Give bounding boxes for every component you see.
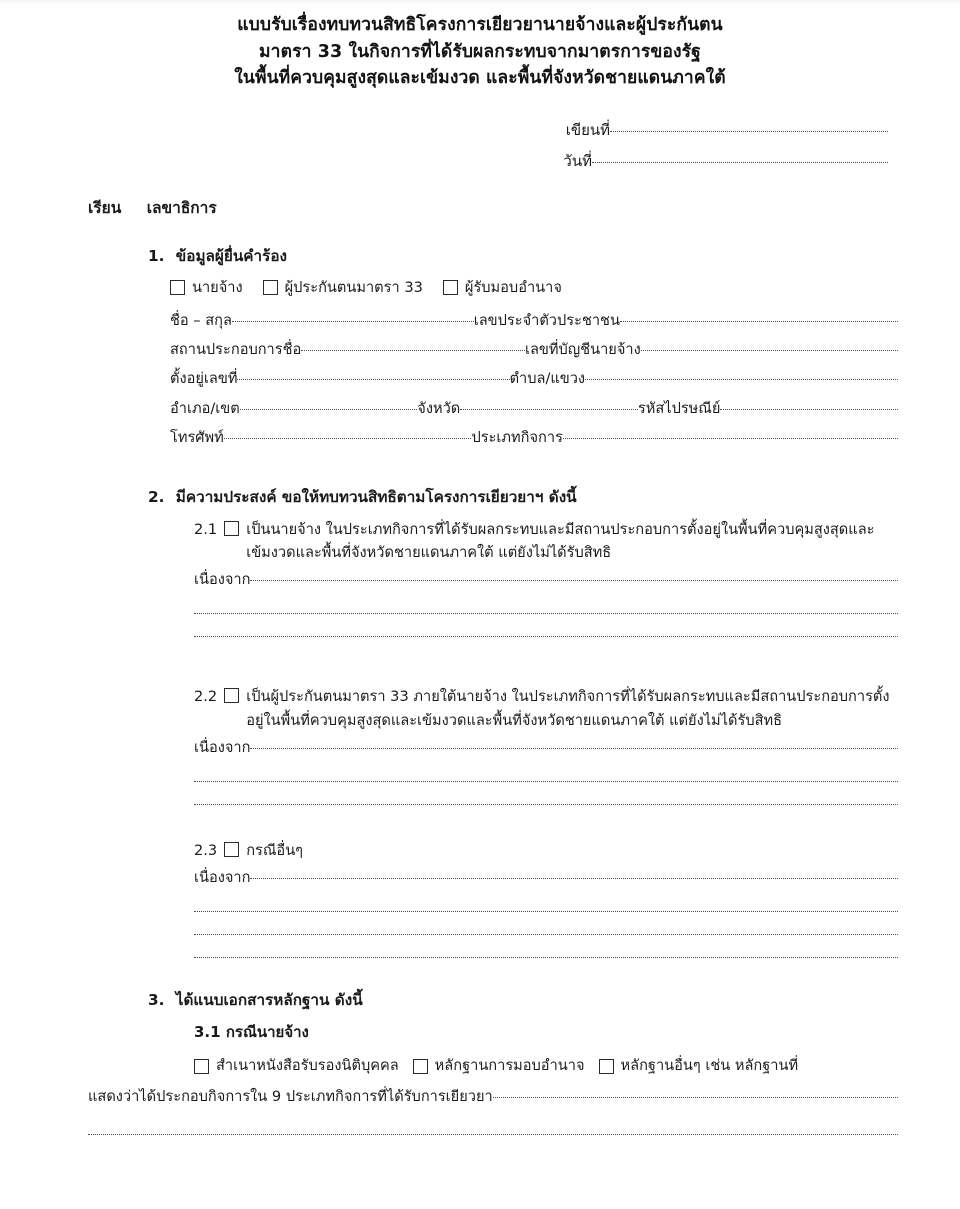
clause-2-1-reason-row — [194, 568, 898, 591]
written-at-row — [0, 118, 888, 142]
written-at-input[interactable] — [610, 131, 888, 132]
title-line-3: ในพื้นที่ควบคุมสูงสุดและเข้มงวด และพื้นที่จังหวัดชายแดนภาคใต้ — [234, 68, 726, 89]
checkbox-item-power-of-attorney[interactable] — [413, 1054, 585, 1077]
checkbox-label: หลักฐานการมอบอำนาจ — [434, 1057, 585, 1075]
reason-blank-line[interactable] — [194, 613, 898, 614]
reason-blank-line[interactable] — [194, 781, 898, 782]
clause-text: กรณีอื่นๆ — [246, 842, 304, 860]
field-input-province[interactable] — [460, 409, 638, 410]
field-label-district: อำเภอ/เขต — [170, 399, 240, 417]
section2-title: มีความประสงค์ ขอให้ทบทวนสิทธิตามโครงการเยียวยาฯ ดังนี้ — [175, 488, 577, 507]
checkbox-item-juristic-certificate-copy[interactable] — [194, 1054, 399, 1077]
section3-checkbox-row — [194, 1054, 898, 1077]
written-at-label: เขียนที่ — [565, 120, 610, 139]
section3-tail — [88, 1085, 898, 1135]
field-input-district[interactable] — [240, 409, 418, 410]
field-input-national-id[interactable] — [620, 321, 898, 322]
reason-blank-line[interactable] — [194, 934, 898, 935]
clause-2-1 — [194, 518, 898, 638]
clause-2-2 — [194, 685, 898, 805]
checkbox-icon[interactable] — [443, 280, 458, 295]
checkbox-label: ผู้รับมอบอำนาจ — [464, 279, 562, 297]
field-input-fullname[interactable] — [232, 321, 474, 322]
spacer — [148, 455, 898, 485]
scan-edge — [0, 0, 960, 5]
checkbox-item-other-evidence[interactable] — [599, 1054, 799, 1077]
document-body — [148, 244, 898, 1078]
field-row-district — [170, 397, 898, 420]
field-label-national-id: เลขประจำตัวประชาชน — [473, 311, 620, 329]
field-label-subdistrict: ตำบล/แขวง — [509, 370, 586, 388]
section3-title: ได้แนบเอกสารหลักฐาน ดังนี้ — [175, 991, 363, 1010]
section1-fields — [170, 309, 898, 450]
checkbox-icon[interactable] — [263, 280, 278, 295]
field-input-postal-code[interactable] — [720, 409, 898, 410]
spacer — [148, 958, 898, 988]
section1-heading — [148, 244, 898, 268]
field-input-phone[interactable] — [224, 438, 472, 439]
reason-label: เนื่องจาก — [194, 738, 251, 756]
checkbox-icon[interactable] — [599, 1059, 614, 1074]
field-label-postal-code: รหัสไปรษณีย์ — [637, 399, 721, 417]
field-row-name — [170, 309, 898, 332]
section3-tail-blank-line[interactable] — [88, 1134, 898, 1135]
field-label-fullname: ชื่อ – สกุล — [170, 311, 232, 329]
clause-number: 2.2 — [194, 688, 218, 706]
field-label-establishment-name: สถานประกอบการชื่อ — [170, 340, 302, 358]
salutation — [88, 195, 960, 220]
reason-input[interactable] — [250, 878, 898, 879]
checkbox-label: นายจ้าง — [192, 279, 243, 297]
reason-label: เนื่องจาก — [194, 571, 251, 589]
section3-tail-input[interactable] — [493, 1097, 898, 1098]
field-row-establishment — [170, 338, 898, 361]
clause-number: 2.3 — [194, 842, 218, 860]
meta-block — [0, 118, 960, 173]
salutation-to-label: เรียน — [88, 198, 122, 217]
checkbox-label: สำเนาหนังสือรับรองนิติบุคคล — [216, 1057, 399, 1075]
section2-heading — [148, 485, 898, 509]
document-title — [0, 12, 960, 92]
spacer — [148, 637, 898, 681]
section3-sub-title: กรณีนายจ้าง — [225, 1023, 309, 1042]
checkbox-icon[interactable] — [194, 1059, 209, 1074]
date-label: วันที่ — [563, 151, 592, 170]
salutation-recipient: เลขาธิการ — [146, 198, 217, 217]
field-label-province: จังหวัด — [417, 399, 461, 417]
section1-number: 1. — [148, 246, 165, 265]
title-line-1: แบบรับเรื่องทบทวนสิทธิโครงการเยียวยานายจ้างและผู้ประกันตน — [237, 15, 723, 35]
checkbox-icon[interactable] — [224, 688, 239, 703]
clause-2-3-reason-row — [194, 866, 898, 889]
field-row-phone — [170, 426, 898, 449]
clause-2-1-head — [194, 518, 898, 565]
date-input[interactable] — [592, 162, 888, 163]
section3-tail-text: แสดงว่าได้ประกอบกิจการใน 9 ประเภทกิจการที่ได้รับการเยียวยา — [88, 1087, 493, 1105]
title-line-2: มาตรา 33 ในกิจการที่ได้รับผลกระทบจากมาตรการของรัฐ — [259, 41, 701, 62]
checkbox-label: ผู้ประกันตนมาตรา 33 — [284, 279, 423, 297]
checkbox-item-authorized-person[interactable] — [443, 276, 562, 299]
checkbox-icon[interactable] — [224, 842, 239, 857]
clause-number: 2.1 — [194, 520, 218, 538]
clause-2-3-head — [194, 839, 898, 863]
clause-2-2-head — [194, 685, 898, 732]
section1-title: ข้อมูลผู้ยื่นคำร้อง — [175, 246, 287, 265]
field-input-establishment-name[interactable] — [301, 350, 525, 351]
field-label-phone: โทรศัพท์ — [170, 428, 224, 446]
checkbox-label: หลักฐานอื่นๆ เช่น หลักฐานที่ — [620, 1057, 799, 1075]
checkbox-icon[interactable] — [224, 521, 239, 536]
section3-number: 3. — [148, 991, 165, 1010]
clause-text: เป็นผู้ประกันตนมาตรา 33 ภายใต้นายจ้าง ในประเภทกิจการที่ได้รับผลกระทบและมีสถานประกอบการตั้งอยู่ในพื้นที่ควบคุมสูงสุดและเข้มงวดและพื้นที่จังหวัดชายแดนภาคใต้ แต่ยังไม่ได้รับสิทธิ — [246, 688, 890, 730]
section1-checkbox-row — [170, 276, 898, 299]
date-row — [0, 149, 888, 173]
section2-number: 2. — [148, 488, 165, 507]
clause-2-3 — [194, 839, 898, 958]
reason-input[interactable] — [250, 580, 898, 581]
field-label-business-type: ประเภทกิจการ — [471, 428, 563, 446]
checkbox-item-employer[interactable] — [170, 276, 243, 299]
field-input-address-no[interactable] — [237, 379, 509, 380]
field-input-employer-account-no[interactable] — [641, 350, 898, 351]
section3-subheading — [194, 1020, 898, 1044]
section3-tail-row — [88, 1085, 898, 1108]
field-label-employer-account-no: เลขที่บัญชีนายจ้าง — [524, 340, 641, 358]
field-label-address-no: ตั้งอยู่เลขที่ — [170, 370, 238, 388]
section3-heading — [148, 988, 898, 1012]
field-row-address — [170, 367, 898, 390]
checkbox-icon[interactable] — [413, 1059, 428, 1074]
field-input-business-type[interactable] — [563, 438, 898, 439]
checkbox-icon[interactable] — [170, 280, 185, 295]
reason-blank-line[interactable] — [194, 911, 898, 912]
field-input-subdistrict[interactable] — [585, 379, 898, 380]
spacer — [148, 805, 898, 835]
checkbox-item-insured-section33[interactable] — [263, 276, 423, 299]
clause-2-2-reason-row — [194, 736, 898, 759]
section3-sub-number: 3.1 — [194, 1023, 221, 1042]
clause-text: เป็นนายจ้าง ในประเภทกิจการที่ได้รับผลกระทบและมีสถานประกอบการตั้งอยู่ในพื้นที่ควบคุมสูงสุดและเข้มงวดและพื้นที่จังหวัดชายแดนภาคใต้ แต่ยังไม่ได้รับสิทธิ — [246, 520, 875, 562]
reason-input[interactable] — [250, 748, 898, 749]
reason-label: เนื่องจาก — [194, 868, 251, 886]
